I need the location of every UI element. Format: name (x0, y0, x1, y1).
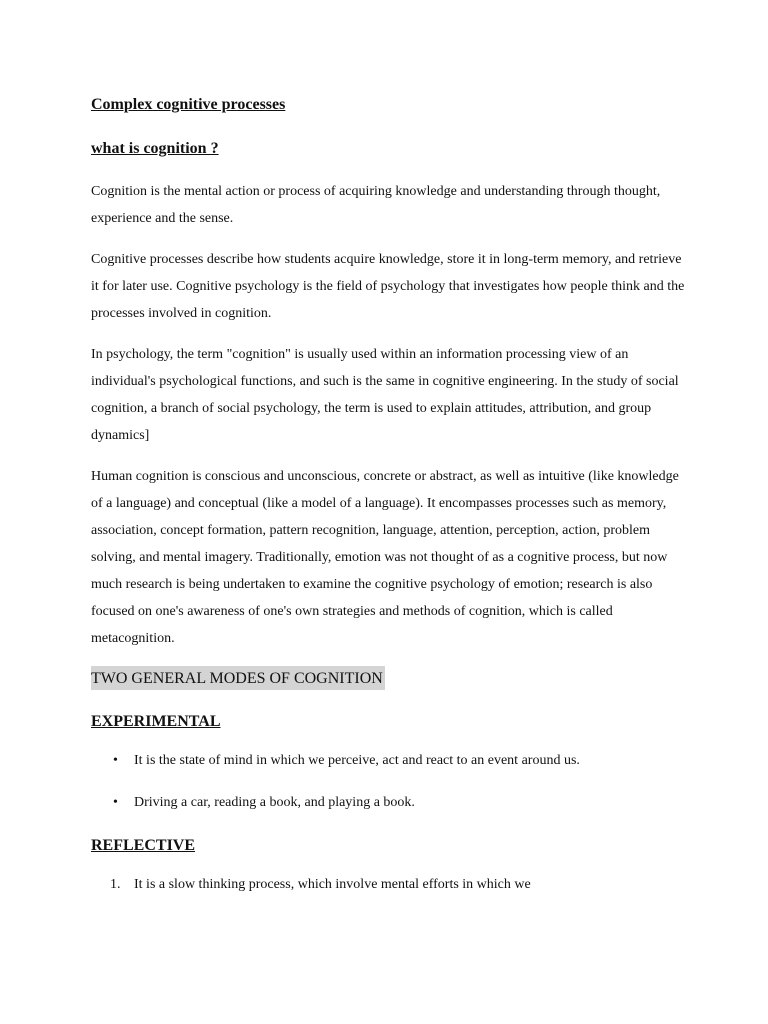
list-item-text: Driving a car, reading a book, and playing a book. (134, 795, 415, 810)
paragraph-psychology: In psychology, the term "cognition" is usually used within an information processing view of an individual's psychological functions, and such is the same in cognitive engineering. In the study of social cognition, a branch of social psychology, the term is used to explain attitudes, attribution, and group dynamics] (91, 347, 679, 443)
document-title: Complex cognitive processes (91, 96, 286, 113)
list-item-text: It is the state of mind in which we perceive, act and react to an event around us. (134, 753, 580, 768)
section-subtitle: what is cognition ? (91, 140, 219, 157)
bullet-icon: • (113, 753, 118, 768)
modes-heading-wrapper (91, 652, 685, 690)
paragraph-human-cognition: Human cognition is conscious and unconscious, concrete or abstract, as well as intuitive (like knowledge of a language) and conceptual (like a model of a language). It encompasses processes such as memory, association, concept formation, pattern recognition, language, attention, perception, action, problem solving, and mental imagery. Traditionally, emotion was not thought of as a cognitive process, but now much research is being undertaken to examine the cognitive psychology of emotion; research is also focused on one's awareness of one's own strategies and methods of cognition, which is called metacognition. (91, 469, 679, 646)
list-item (89, 750, 685, 771)
list-item (89, 874, 685, 895)
list-item-text: It is a slow thinking process, which involve mental efforts in which we (134, 877, 531, 892)
experimental-list (91, 750, 685, 813)
list-item-number: 1. (110, 877, 121, 892)
reflective-list (91, 874, 685, 895)
paragraph-processes: Cognitive processes describe how students acquire knowledge, store it in long-term memory, and retrieve it for later use. Cognitive psychology is the field of psychology that investigates how people think and the processes involved in cognition. (91, 252, 685, 321)
bullet-icon: • (113, 795, 118, 810)
experimental-heading: EXPERIMENTAL (91, 713, 221, 730)
document-content (91, 93, 685, 895)
modes-heading: TWO GENERAL MODES OF COGNITION (91, 666, 385, 690)
list-item (89, 792, 685, 813)
paragraph-definition: Cognition is the mental action or process of acquiring knowledge and understanding through thought, experience and the sense. (91, 184, 661, 226)
reflective-heading: REFLECTIVE (91, 837, 196, 854)
